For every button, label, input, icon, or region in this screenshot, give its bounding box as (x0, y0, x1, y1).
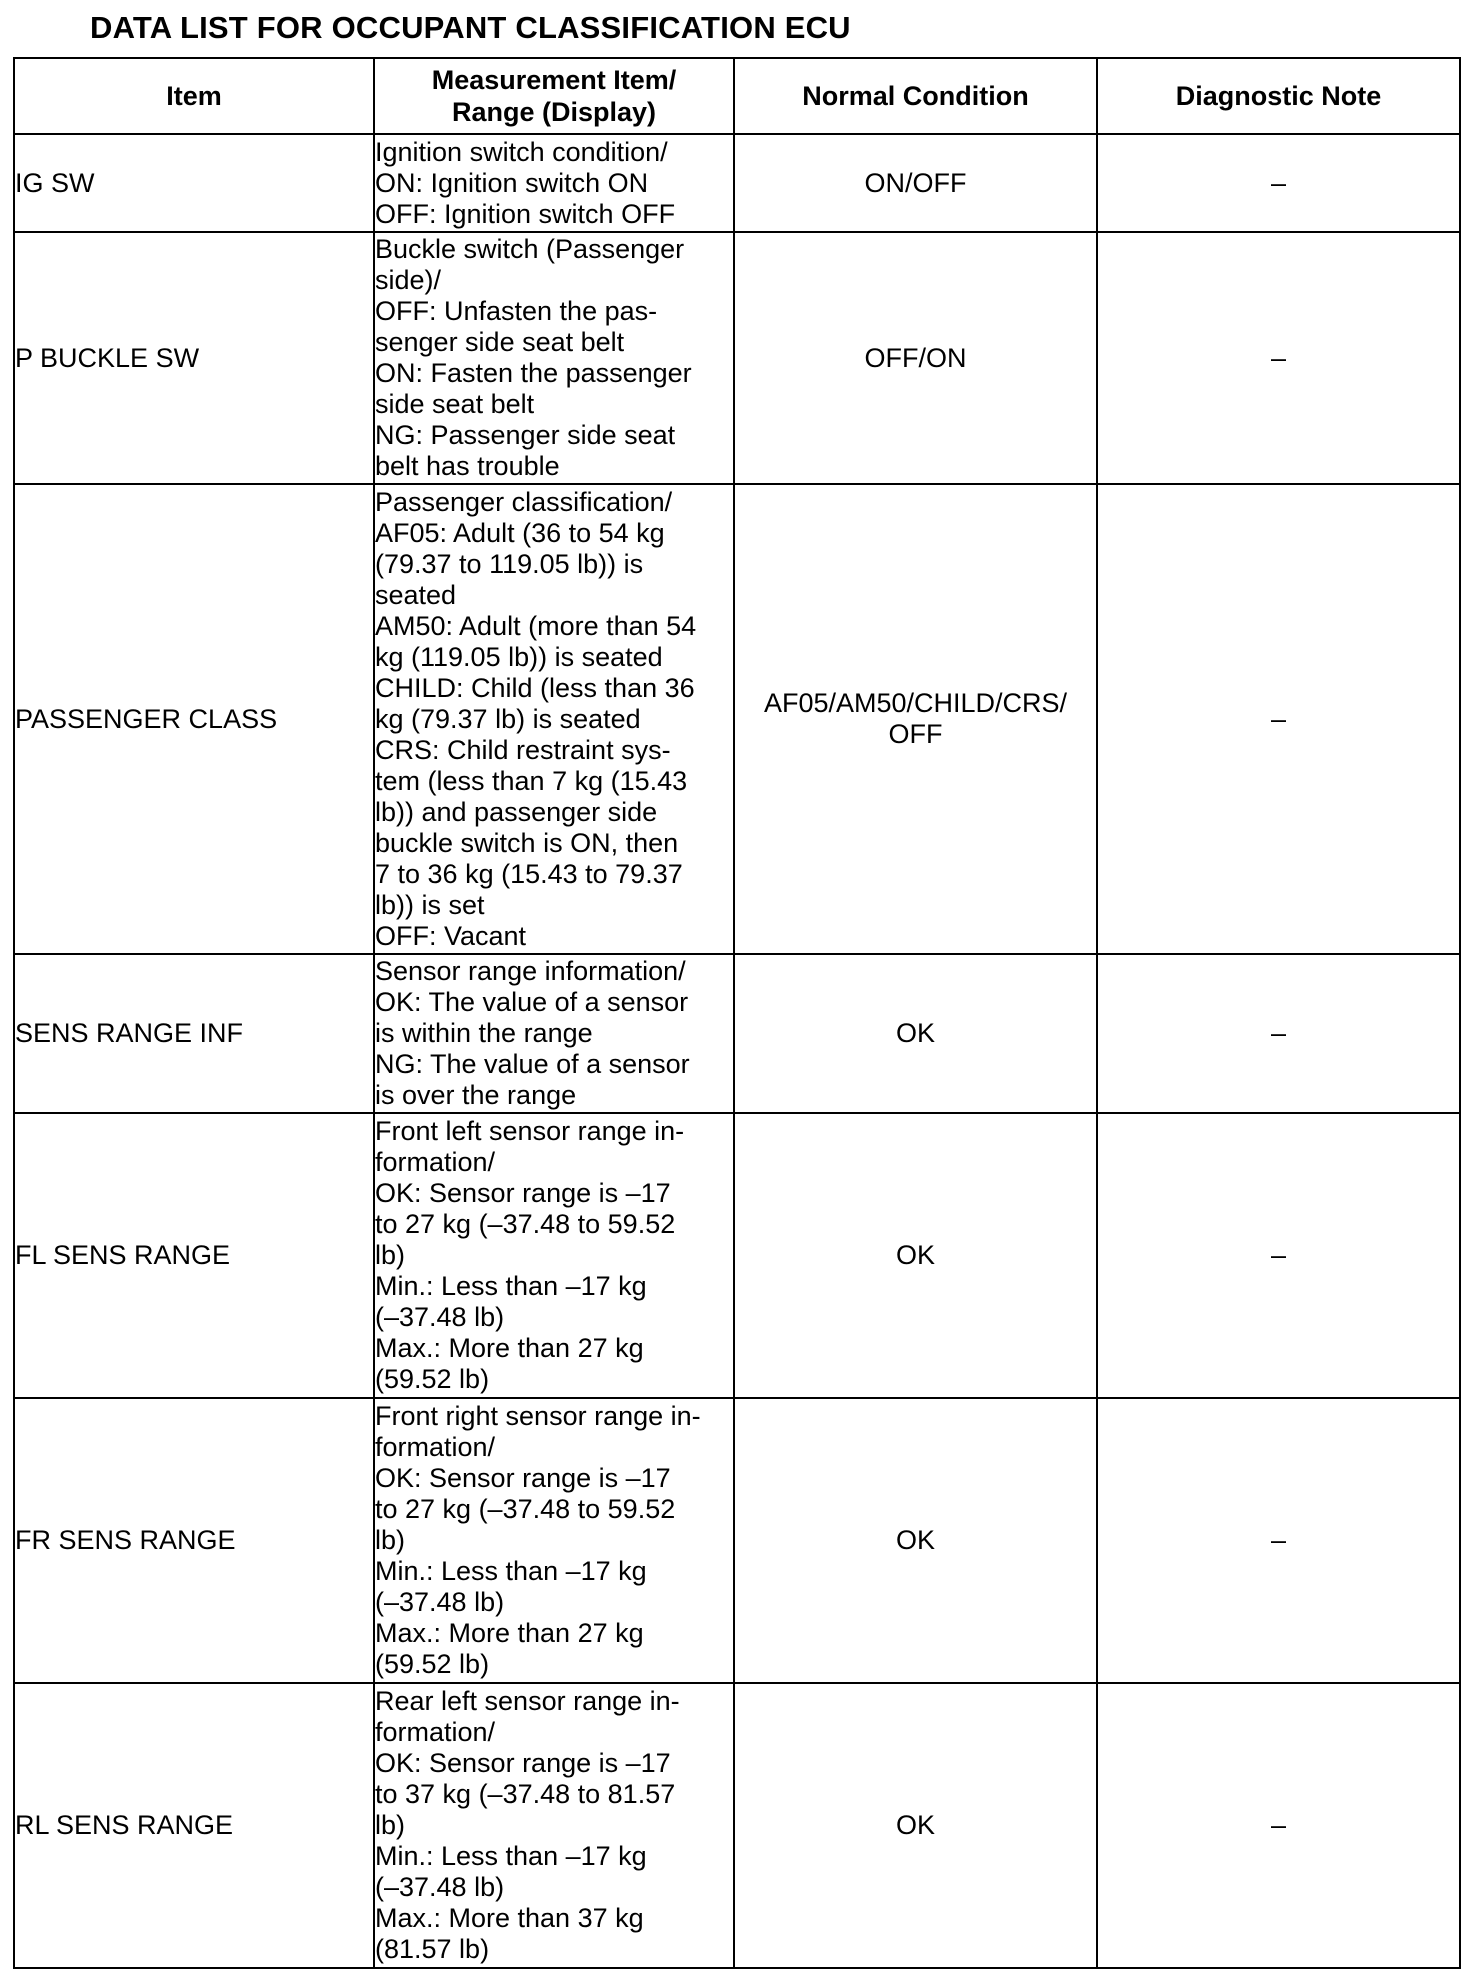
header-item: Item (14, 58, 374, 134)
header-normal-condition: Normal Condition (734, 58, 1097, 134)
cell-diagnostic-note: – (1097, 484, 1460, 954)
header-row (14, 58, 1460, 134)
cell-item: PASSENGER CLASS (14, 484, 374, 954)
cell-diagnostic-note: – (1097, 1683, 1460, 1968)
cell-measurement-range: Ignition switch condition/ ON: Ignition switch ON OFF: Ignition switch OFF (374, 134, 734, 232)
cell-normal-condition: OK (734, 1683, 1097, 1968)
cell-item: SENS RANGE INF (14, 954, 374, 1113)
cell-measurement-range: Front left sensor range in- formation/ OK: Sensor range is –17 to 27 kg (–37.48 to 59.52 lb) Min.: Less than –17 kg (–37.48 lb) Max.: More than 27 kg (59.52 lb) (374, 1113, 734, 1398)
header-measurement-line2: Range (Display) (451, 97, 657, 127)
cell-normal-condition: OK (734, 1113, 1097, 1398)
cell-diagnostic-note: – (1097, 134, 1460, 232)
data-list-table (13, 57, 1461, 1969)
cell-diagnostic-note: – (1097, 954, 1460, 1113)
cell-normal-condition: OFF/ON (734, 232, 1097, 484)
cell-measurement-range: Rear left sensor range in- formation/ OK: Sensor range is –17 to 37 kg (–37.48 to 81.57 lb) Min.: Less than –17 kg (–37.48 lb) Max.: More than 37 kg (81.57 lb) (374, 1683, 734, 1968)
header-diagnostic-note: Diagnostic Note (1097, 58, 1460, 134)
header-measurement-line1: Measurement Item/ (431, 65, 677, 95)
cell-measurement-range: Front right sensor range in- formation/ OK: Sensor range is –17 to 27 kg (–37.48 to 59.52 lb) Min.: Less than –17 kg (–37.48 lb) Max.: More than 27 kg (59.52 lb) (374, 1398, 734, 1683)
cell-diagnostic-note: – (1097, 1398, 1460, 1683)
cell-diagnostic-note: – (1097, 232, 1460, 484)
table-row (14, 484, 1460, 954)
table-row (14, 232, 1460, 484)
table-row (14, 954, 1460, 1113)
cell-item: IG SW (14, 134, 374, 232)
cell-item: FR SENS RANGE (14, 1398, 374, 1683)
cell-measurement-range: Passenger classification/ AF05: Adult (36 to 54 kg (79.37 to 119.05 lb)) is seated AM50: Adult (more than 54 kg (119.05 lb)) is seated CHILD: Child (less than 36 kg (79.37 lb) is seated CRS: Child restraint sys- tem (less than 7 kg (15.43 lb)) and passenger side buckle switch is ON, then 7 to 36 kg (15.43 to 79.37 lb)) is set OFF: Vacant (374, 484, 734, 954)
cell-measurement-range: Sensor range information/ OK: The value of a sensor is within the range NG: The value of a sensor is over the range (374, 954, 734, 1113)
cell-normal-condition: ON/OFF (734, 134, 1097, 232)
cell-normal-condition: OK (734, 1398, 1097, 1683)
cell-item: P BUCKLE SW (14, 232, 374, 484)
cell-normal-condition: OK (734, 954, 1097, 1113)
header-measurement-range (374, 58, 734, 134)
cell-diagnostic-note: – (1097, 1113, 1460, 1398)
table-row (14, 1683, 1460, 1968)
page-title: DATA LIST FOR OCCUPANT CLASSIFICATION ECU (90, 10, 851, 45)
cell-item: RL SENS RANGE (14, 1683, 374, 1968)
table-row (14, 1398, 1460, 1683)
table-row (14, 134, 1460, 232)
cell-normal-condition: AF05/AM50/CHILD/CRS/ OFF (734, 484, 1097, 954)
table-row (14, 1113, 1460, 1398)
cell-measurement-range: Buckle switch (Passenger side)/ OFF: Unfasten the pas- senger side seat belt ON: Fasten the passenger side seat belt NG: Passenger side seat belt has trouble (374, 232, 734, 484)
cell-item: FL SENS RANGE (14, 1113, 374, 1398)
